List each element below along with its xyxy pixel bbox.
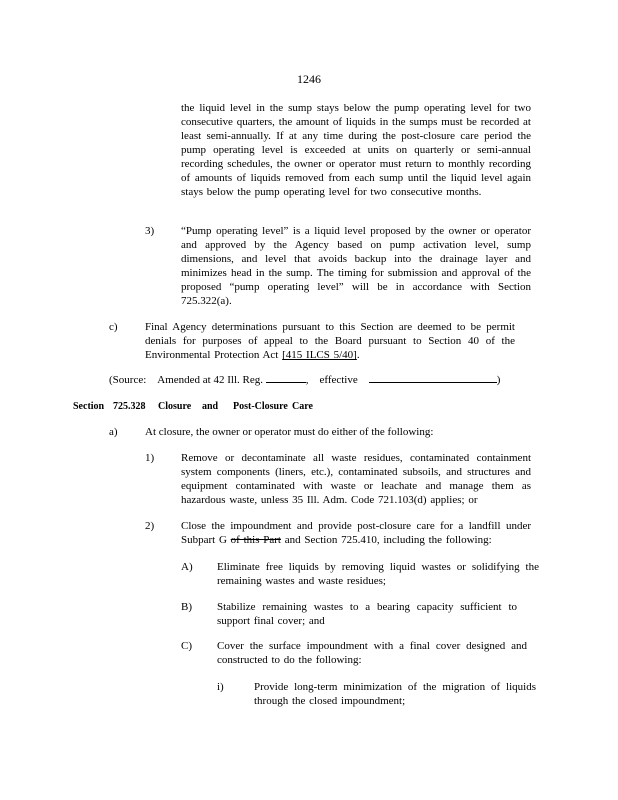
item-A-label: A) xyxy=(181,561,193,573)
item-a2-post: and Section 725.410, including the following: xyxy=(284,534,492,546)
item-3-text: “Pump operating level” is a liquid level proposed by the owner or operator and approved by the Agency based on pump activation level, sump dimensions, and level that avoids backup into the drainage layer and minimizes head in the sump. The timing for submission and approval of the proposed “pump operating level” will be in accordance with Section 725.322(a). xyxy=(181,225,531,307)
item-i-text: Provide long-term minimization of the migration of liquids through the closed impoundment; xyxy=(254,681,536,707)
item-c-label: c) xyxy=(109,321,118,333)
item-a2-label: 2) xyxy=(145,520,155,532)
page-number: 1246 xyxy=(297,72,321,86)
item-c-struck-citation: [415 ILCS 5/40] xyxy=(282,349,357,361)
item-B-label: B) xyxy=(181,601,192,613)
source-date-blank xyxy=(369,372,497,383)
section-title-and: and xyxy=(202,401,219,412)
item-a2-struck: of this Part xyxy=(230,534,281,546)
item-a2-pre: Close the impoundment and provide post-closure care for a landfill under Subpart G xyxy=(181,520,531,546)
item-a1-label: 1) xyxy=(145,452,155,464)
source-close: ) xyxy=(496,374,501,386)
section-title-closure: Closure xyxy=(158,401,192,412)
item-a2-text xyxy=(181,519,531,547)
item-C-label: C) xyxy=(181,640,192,652)
section-number: 725.328 xyxy=(113,401,146,412)
item-3-label: 3) xyxy=(145,225,155,237)
item-C-text: Cover the surface impoundment with a final cover designed and constructed to do the following: xyxy=(217,640,527,666)
item-B-text: Stabilize remaining wastes to a bearing capacity sufficient to support final cover; and xyxy=(217,601,517,627)
source-comma: , xyxy=(305,374,309,386)
section-title-post-closure: Post-Closure xyxy=(233,401,288,412)
source-amended: Amended at 42 Ill. Reg. xyxy=(157,374,263,386)
section-word: Section xyxy=(73,401,105,412)
section-title-care: Care xyxy=(292,401,313,412)
item-c-end: . xyxy=(356,349,360,361)
item-c-text xyxy=(145,320,515,362)
item-c-body: Final Agency determinations pursuant to this Section are deemed to be permit denials for purposes of appeal to the Board pursuant to Section 40 of the Environmental Protection Act xyxy=(145,321,515,361)
source-open: (Source: xyxy=(109,374,147,386)
source-reg-blank xyxy=(266,372,306,383)
continued-paragraph: the liquid level in the sump stays below the pump operating level for two consecutive quarters, the amount of liquids in the sumps must be recorded at least semi-annually. If at any time during the post-closure care period the pump operating level is exceeded at units on quarterly or semi-annual recording schedules, the owner or operator must return to monthly recording of amounts of liquids removed from each sump until the liquid level again stays below the pump operating level for two consecutive months. xyxy=(181,102,531,198)
item-a-text: At closure, the owner or operator must do either of the following: xyxy=(145,426,434,438)
item-A-text: Eliminate free liquids by removing liquid wastes or solidifying the remaining wastes and waste residues; xyxy=(217,561,539,587)
source-effective: effective xyxy=(319,374,358,386)
source-note xyxy=(109,372,500,387)
item-i-label: i) xyxy=(217,681,224,693)
item-a-label: a) xyxy=(109,426,118,438)
item-a1-text: Remove or decontaminate all waste residues, contaminated containment system components (liners, etc.), contaminated subsoils, and structures and equipment contaminated with waste or leachate and manage them as hazardous waste, unless 35 Ill. Adm. Code 721.103(d) applies; or xyxy=(181,452,531,506)
